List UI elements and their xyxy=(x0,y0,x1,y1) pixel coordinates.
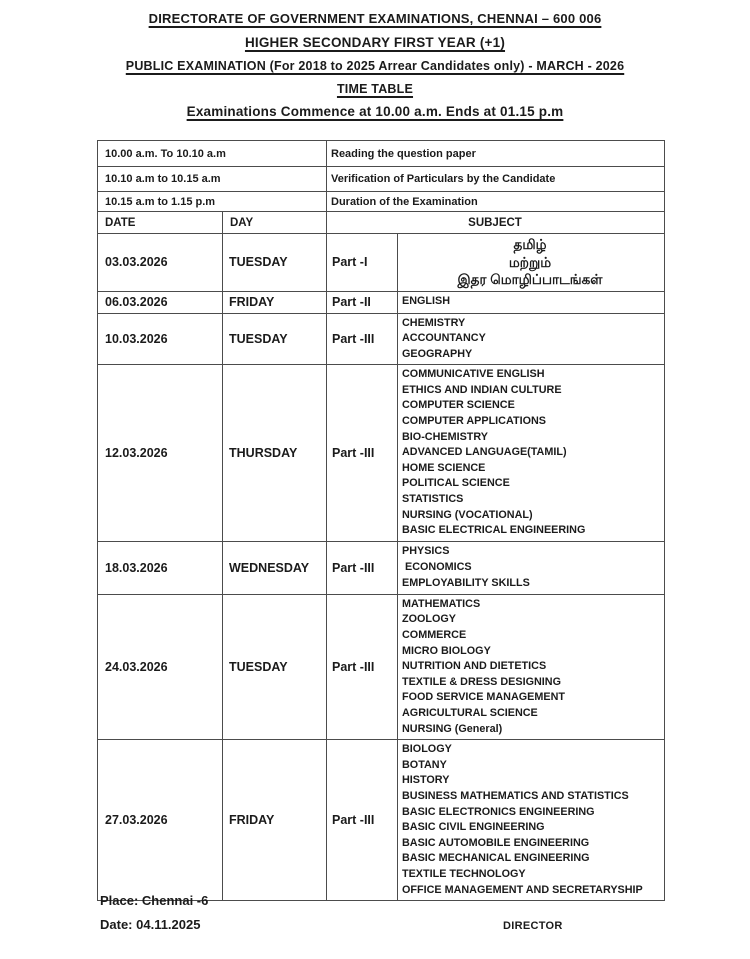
subject-item: இதர மொழிப்பாடங்கள் xyxy=(457,272,603,287)
subject-item: BOTANY xyxy=(402,758,447,771)
subject-item: AGRICULTURAL SCIENCE xyxy=(402,706,538,719)
info-activity: Verification of Particulars by the Candidate xyxy=(327,167,665,192)
column-header-row xyxy=(98,212,665,234)
subject-item: COMMUNICATIVE ENGLISH xyxy=(402,368,545,381)
column-header-date: DATE xyxy=(98,212,223,234)
subject-item: BASIC CIVIL ENGINEERING xyxy=(402,821,545,834)
info-activity: Reading the question paper xyxy=(327,141,665,167)
subject-item: HOME SCIENCE xyxy=(402,461,486,474)
exam-day-cell: FRIDAY xyxy=(223,740,327,901)
exam-row xyxy=(98,541,665,594)
subject-item: MICRO BIOLOGY xyxy=(402,644,491,657)
exam-part-cell: Part -III xyxy=(327,365,398,542)
subject-item: BASIC MECHANICAL ENGINEERING xyxy=(402,852,590,865)
exam-rows-body xyxy=(98,234,665,901)
exam-day-cell: TUESDAY xyxy=(223,594,327,739)
info-row-duration xyxy=(98,192,665,212)
footer-place: Place: Chennai -6 xyxy=(100,893,209,908)
subject-item: BIO-CHEMISTRY xyxy=(402,430,488,443)
exam-row xyxy=(98,234,665,292)
exam-date-cell: 06.03.2026 xyxy=(98,291,223,313)
exam-part-cell: Part -III xyxy=(327,740,398,901)
exam-date-cell: 03.03.2026 xyxy=(98,234,223,292)
exam-subjects-cell xyxy=(398,594,665,739)
exam-subjects-cell xyxy=(398,234,665,292)
subject-item: COMPUTER SCIENCE xyxy=(402,399,515,412)
exam-part-cell: Part -II xyxy=(327,291,398,313)
exam-row xyxy=(98,365,665,542)
title-course: HIGHER SECONDARY FIRST YEAR (+1) xyxy=(244,35,506,50)
exam-part-cell: Part -III xyxy=(327,594,398,739)
exam-subjects-cell xyxy=(398,313,665,365)
subject-item: ENGLISH xyxy=(402,295,450,308)
footer-date: Date: 04.11.2025 xyxy=(100,917,201,932)
subject-item: COMPUTER APPLICATIONS xyxy=(402,415,546,428)
title-time-table: TIME TABLE xyxy=(336,82,414,96)
subject-item: BUSINESS MATHEMATICS AND STATISTICS xyxy=(402,789,629,802)
subject-item: OFFICE MANAGEMENT AND SECRETARYSHIP xyxy=(402,883,643,896)
subject-item: GEOGRAPHY xyxy=(402,347,473,360)
exam-date-cell: 24.03.2026 xyxy=(98,594,223,739)
subject-item: BASIC AUTOMOBILE ENGINEERING xyxy=(402,836,590,849)
exam-day-cell: WEDNESDAY xyxy=(223,541,327,594)
subject-item: BASIC ELECTRONICS ENGINEERING xyxy=(402,805,595,818)
info-activity: Duration of the Examination xyxy=(327,192,665,212)
subject-item: HISTORY xyxy=(402,774,450,787)
subject-item: TEXTILE & DRESS DESIGNING xyxy=(402,675,561,688)
subject-item: ZOOLOGY xyxy=(402,613,456,626)
exam-day-cell: TUESDAY xyxy=(223,234,327,292)
exam-subjects-cell xyxy=(398,740,665,901)
subject-item: NUTRITION AND DIETETICS xyxy=(402,660,547,673)
subject-item: ETHICS AND INDIAN CULTURE xyxy=(402,383,562,396)
info-time: 10.00 a.m. To 10.10 a.m xyxy=(98,141,327,167)
subject-item: NURSING (General) xyxy=(402,722,503,735)
timetable xyxy=(97,140,665,901)
subject-item: தமிழ் xyxy=(513,237,547,252)
exam-date-cell: 10.03.2026 xyxy=(98,313,223,365)
exam-subjects-cell xyxy=(398,365,665,542)
exam-subjects-cell xyxy=(398,541,665,594)
exam-day-cell: TUESDAY xyxy=(223,313,327,365)
subject-item: BASIC ELECTRICAL ENGINEERING xyxy=(402,524,586,537)
title-timings: Examinations Commence at 10.00 a.m. Ends at 01.15 p.m xyxy=(186,104,564,119)
subject-item: BIOLOGY xyxy=(402,743,452,756)
exam-row xyxy=(98,740,665,901)
subject-item: ACCOUNTANCY xyxy=(402,332,486,345)
exam-row xyxy=(98,594,665,739)
exam-row xyxy=(98,291,665,313)
footer-director-signatory: DIRECTOR xyxy=(503,920,563,932)
subject-item: TEXTILE TECHNOLOGY xyxy=(402,867,526,880)
column-header-subject: SUBJECT xyxy=(327,212,665,234)
exam-row xyxy=(98,313,665,365)
subject-item: NURSING (VOCATIONAL) xyxy=(402,508,533,521)
subject-item: ECONOMICS xyxy=(402,561,472,574)
exam-part-cell: Part -I xyxy=(327,234,398,292)
exam-date-cell: 18.03.2026 xyxy=(98,541,223,594)
subject-item: MATHEMATICS xyxy=(402,597,481,610)
exam-subjects-cell xyxy=(398,291,665,313)
subject-item: EMPLOYABILITY SKILLS xyxy=(402,576,530,589)
exam-day-cell: THURSDAY xyxy=(223,365,327,542)
exam-part-cell: Part -III xyxy=(327,313,398,365)
title-examination: PUBLIC EXAMINATION (For 2018 to 2025 Arrear Candidates only) - MARCH - 2026 xyxy=(125,59,625,73)
document-header xyxy=(0,0,750,119)
subject-item: STATISTICS xyxy=(402,493,464,506)
subject-item: POLITICAL SCIENCE xyxy=(402,477,510,490)
info-row-verification xyxy=(98,167,665,192)
exam-part-cell: Part -III xyxy=(327,541,398,594)
subject-item: மற்றும் xyxy=(508,254,552,270)
subject-item: ADVANCED LANGUAGE(TAMIL) xyxy=(402,446,567,459)
title-directorate: DIRECTORATE OF GOVERNMENT EXAMINATIONS, CHENNAI – 600 006 xyxy=(148,11,602,26)
subject-item: FOOD SERVICE MANAGEMENT xyxy=(402,691,565,704)
subject-item: CHEMISTRY xyxy=(402,316,466,329)
exam-date-cell: 12.03.2026 xyxy=(98,365,223,542)
info-row-reading xyxy=(98,141,665,167)
exam-day-cell: FRIDAY xyxy=(223,291,327,313)
subject-item: COMMERCE xyxy=(402,629,467,641)
info-time: 10.10 a.m to 10.15 a.m xyxy=(98,167,327,192)
info-time: 10.15 a.m to 1.15 p.m xyxy=(98,192,327,212)
exam-date-cell: 27.03.2026 xyxy=(98,740,223,901)
subject-item: PHYSICS xyxy=(402,545,450,558)
column-header-day: DAY xyxy=(223,212,327,234)
